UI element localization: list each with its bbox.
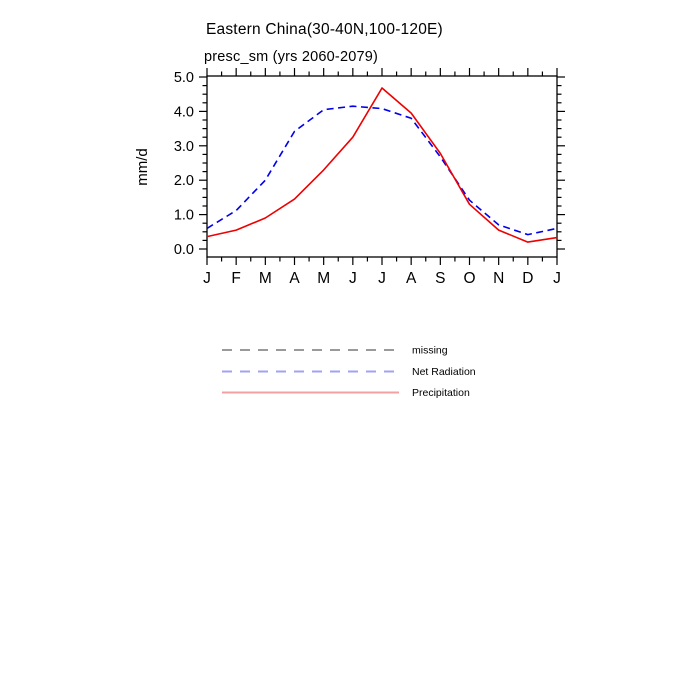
x-tick-label: F <box>231 270 241 287</box>
x-tick-label: J <box>553 270 561 287</box>
y-tick-label: 2.0 <box>173 173 194 190</box>
x-tick-label: A <box>405 270 417 287</box>
x-tick-label: J <box>378 270 386 287</box>
series-line-net-radiation <box>207 106 557 234</box>
y-axis-label: mm/d <box>134 148 151 186</box>
plot-frame <box>207 76 557 257</box>
y-tick-label: 5.0 <box>173 70 194 86</box>
y-tick-label: 0.0 <box>173 242 194 258</box>
legend-label: Precipitation <box>412 387 470 399</box>
y-tick-label: 1.0 <box>173 207 194 224</box>
x-tick-label: J <box>203 270 211 287</box>
x-tick-label: M <box>258 270 272 287</box>
x-tick-label: N <box>493 270 505 287</box>
y-tick-label: 3.0 <box>173 138 194 155</box>
y-tick-label: 4.0 <box>173 104 194 121</box>
legend-label: missing <box>412 344 448 357</box>
x-tick-label: S <box>435 270 446 287</box>
chart-subtitle: presc_sm (yrs 2060-2079) <box>204 49 379 65</box>
x-tick-label: A <box>289 270 300 287</box>
x-tick-label: M <box>317 270 331 287</box>
x-tick-label: O <box>463 270 476 287</box>
legend-label: Net Radiation <box>412 366 476 378</box>
x-tick-label: D <box>522 270 534 287</box>
chart-title: Eastern China(30-40N,100-120E) <box>206 21 443 38</box>
x-tick-label: J <box>348 270 357 287</box>
series-line-precipitation <box>207 88 557 242</box>
